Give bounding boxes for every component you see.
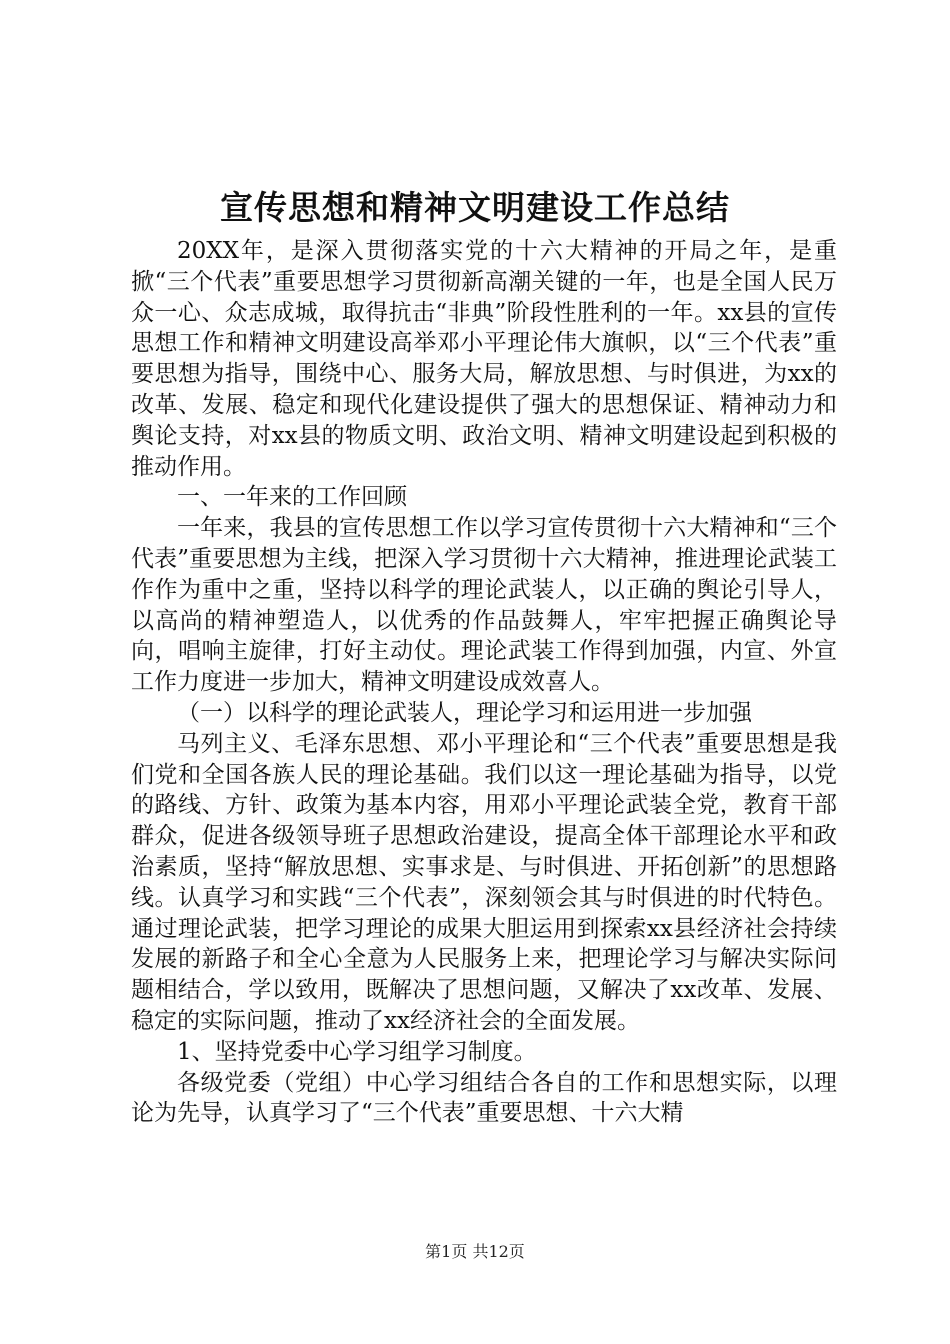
paragraph-theory: 马列主义、毛泽东思想、邓小平理论和“三个代表”重要思想是我们党和全国各族人民的理论基础。我们以这一理论基础为指导，以党的路线、方针、政策为基本内容，用邓小平理论武装全党，教育干部群众，促进各级领导班子思想政治建设，提高全体干部理论水平和政治素质，坚持“解放思想、实事求是、与时俱进、开拓创新”的思想路线。认真学习和实践“三个代表”，深刻领会其与时俱进的时代特色。通过理论武装，把学习理论的成果大胆运用到探索xx县经济社会持续发展的新路子和全心全意为人民服务上来，把理论学习与解决实际问题相结合，学以致用，既解决了思想问题，又解决了xx改革、发展、稳定的实际问题，推动了xx经济社会的全面发展。 (131, 730, 837, 1034)
paragraph-study-group: 各级党委（党组）中心学习组结合各自的工作和思想实际，以理论为先导，认真学习了“三个代表”重要思想、十六大精 (131, 1069, 837, 1127)
page-footer: 第1页 共12页 (425, 1242, 525, 1261)
paragraph-intro: 20XX年，是深入贯彻落实党的十六大精神的开局之年，是重掀“三个代表”重要思想学习贯彻新高潮关键的一年，也是全国人民万众一心、众志成城，取得抗击“非典”阶段性胜利的一年。xx县的宣传思想工作和精神文明建设高举邓小平理论伟大旗帜，以“三个代表”重要思想为指导，围绕中心、服务大局，解放思想、与时俱进，为xx的改革、发展、稳定和现代化建设提供了强大的思想保证、精神动力和舆论支持，对xx县的物质文明、政治文明、精神文明建设起到积极的推动作用。 (131, 238, 837, 480)
subsection-heading-theory: （一）以科学的理论武装人，理论学习和运用进一步加强 (177, 699, 752, 726)
paragraph-review: 一年来，我县的宣传思想工作以学习宣传贯彻十六大精神和“三个代表”重要思想为主线，把深入学习贯彻十六大精神，推进理论武装工作作为重中之重，坚持以科学的理论武装人，以正确的舆论引导人，以高尚的精神塑造人，以优秀的作品鼓舞人，牢牢把握正确舆论导向，唱响主旋律，打好主动仗。理论武装工作得到加强，内宣、外宣工作力度进一步加大，精神文明建设成效喜人。 (131, 515, 837, 696)
item-heading-study-group: 1、坚持党委中心学习组学习制度。 (177, 1038, 537, 1065)
document-body (131, 236, 837, 1129)
section-heading-review: 一、一年来的工作回顾 (177, 484, 407, 511)
document-title: 宣传思想和精神文明建设工作总结 (220, 188, 730, 227)
